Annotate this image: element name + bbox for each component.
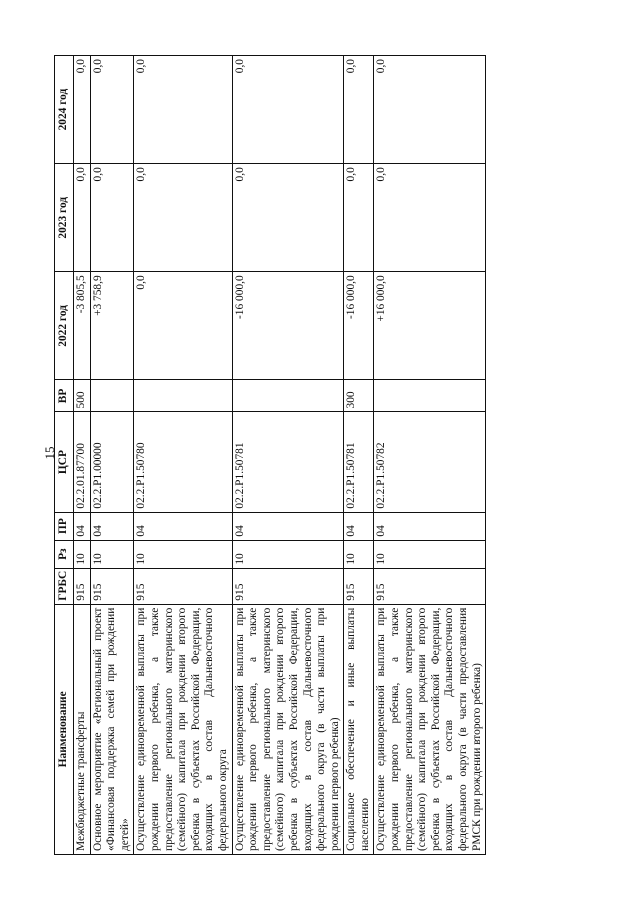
header-name: Наименование: [55, 604, 74, 854]
cell-name: Основное мероприятие «Региональный проект «Финансовая поддержка семей при рождении детей»: [90, 604, 134, 854]
cell-csr: 02.2.P1.50781: [344, 412, 374, 512]
cell-vr: [90, 380, 134, 412]
cell-2022: -16 000,0: [232, 272, 344, 380]
cell-rz: 10: [134, 540, 232, 568]
budget-table: [54, 55, 486, 855]
cell-name: Осуществление единовременной выплаты при рождении первого ребенка, а также предоставление регионального материнского (семейного) капитала при рождении второго ребенка в субъектах Российской Федерации, входящих в состав Дальневосточного федерального округа: [134, 604, 232, 854]
cell-pr: 04: [74, 512, 91, 540]
table-row: [344, 56, 374, 855]
cell-2024: 0,0: [344, 56, 374, 164]
cell-name: Межбюджетные трансферты: [74, 604, 91, 854]
cell-2022: +16 000,0: [374, 272, 486, 380]
cell-rz: 10: [90, 540, 134, 568]
cell-name: Осуществление единовременной выплаты при рождении первого ребенка, а также предоставление регионального материнского (семейного) капитала при рождении второго ребенка в субъектах Российской Федерации, входящих в состав Дальневосточного федерального округа (в части выплаты при рождении первого ребенка): [232, 604, 344, 854]
cell-csr: 02.2.P1.50781: [232, 412, 344, 512]
cell-2023: 0,0: [374, 164, 486, 272]
header-2023: 2023 год: [55, 164, 74, 272]
cell-2022: +3 758,9: [90, 272, 134, 380]
cell-pr: 04: [344, 512, 374, 540]
header-pr: ПР: [55, 512, 74, 540]
cell-2023: 0,0: [232, 164, 344, 272]
cell-vr: [134, 380, 232, 412]
cell-rz: 10: [344, 540, 374, 568]
cell-vr: [232, 380, 344, 412]
cell-grbs: 915: [90, 568, 134, 604]
cell-2024: 0,0: [74, 56, 91, 164]
cell-name: Осуществление единовременной выплаты при рождении первого ребенка, а также предоставление регионального материнского (семейного) капитала при рождении второго ребенка в субъектах Российской Федерации, входящих в состав Дальневосточного федерального округа (в части предоставления РМСК при рождении второго ребенка): [374, 604, 486, 854]
cell-csr: 02.2.P1.50780: [134, 412, 232, 512]
header-2022: 2022 год: [55, 272, 74, 380]
header-vr: ВР: [55, 380, 74, 412]
cell-grbs: 915: [232, 568, 344, 604]
table-row: [90, 56, 134, 855]
header-rz: Рз: [55, 540, 74, 568]
table-row: [134, 56, 232, 855]
cell-rz: 10: [374, 540, 486, 568]
cell-2023: 0,0: [134, 164, 232, 272]
cell-rz: 10: [74, 540, 91, 568]
cell-csr: 02.2.01.87700: [74, 412, 91, 512]
cell-pr: 04: [232, 512, 344, 540]
cell-rz: 10: [232, 540, 344, 568]
cell-grbs: 915: [74, 568, 91, 604]
cell-2023: 0,0: [74, 164, 91, 272]
header-2024: 2024 год: [55, 56, 74, 164]
header-grbs: ГРБС: [55, 568, 74, 604]
cell-pr: 04: [90, 512, 134, 540]
cell-2023: 0,0: [344, 164, 374, 272]
cell-name: Социальное обеспечение и иные выплаты населению: [344, 604, 374, 854]
cell-2024: 0,0: [232, 56, 344, 164]
cell-2024: 0,0: [374, 56, 486, 164]
cell-csr: 02.2.P1.00000: [90, 412, 134, 512]
header-csr: ЦСР: [55, 412, 74, 512]
budget-table-container: [54, 55, 586, 855]
cell-csr: 02.2.P1.50782: [374, 412, 486, 512]
table-row: [74, 56, 91, 855]
page-number: 15: [42, 446, 57, 460]
cell-grbs: 915: [344, 568, 374, 604]
cell-grbs: 915: [374, 568, 486, 604]
cell-2022: -16 000,0: [344, 272, 374, 380]
cell-pr: 04: [134, 512, 232, 540]
cell-vr: 500: [74, 380, 91, 412]
cell-2024: 0,0: [90, 56, 134, 164]
table-header-row: [55, 56, 74, 855]
table-row: [374, 56, 486, 855]
cell-vr: [374, 380, 486, 412]
cell-pr: 04: [374, 512, 486, 540]
cell-2022: -3 805,5: [74, 272, 91, 380]
cell-2022: 0,0: [134, 272, 232, 380]
cell-2023: 0,0: [90, 164, 134, 272]
cell-2024: 0,0: [134, 56, 232, 164]
cell-vr: 300: [344, 380, 374, 412]
table-row: [232, 56, 344, 855]
cell-grbs: 915: [134, 568, 232, 604]
